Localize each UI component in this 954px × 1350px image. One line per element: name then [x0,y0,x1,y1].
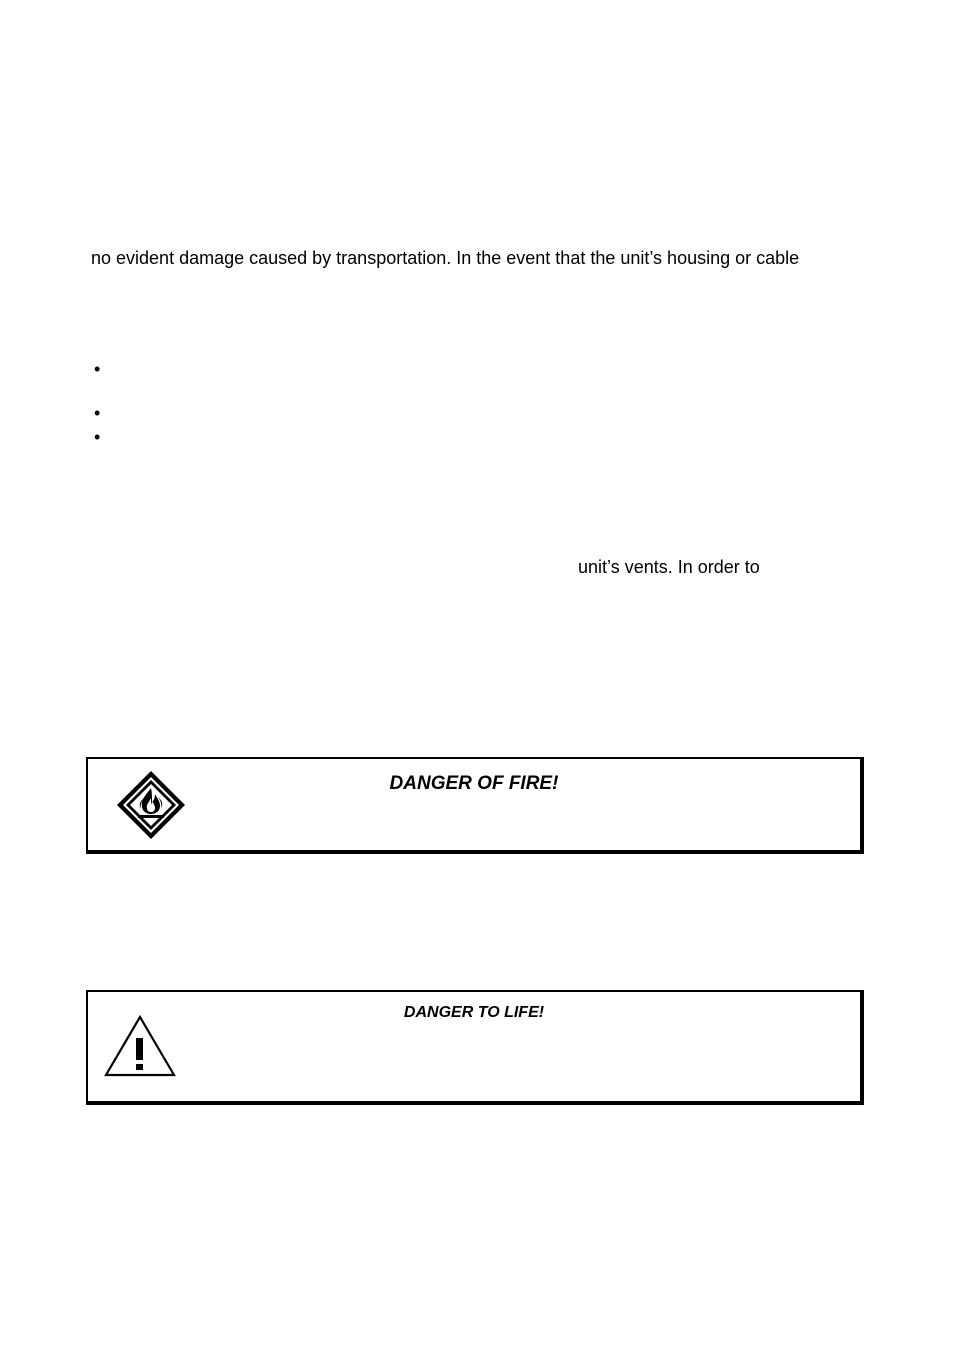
life-warning-title: DANGER TO LIFE! [403,1004,545,1021]
life-warning-box [86,990,864,1105]
body-text-vents: unit’s vents. In order to [578,557,760,577]
fire-warning-title: DANGER OF FIRE! [389,773,559,794]
body-text-transport: no evident damage caused by transportation. In the event that the unit’s housing or cable [91,248,800,268]
bullet-2: • [94,403,101,423]
bullet-3: • [94,427,101,447]
warning-triangle-icon [104,1014,176,1078]
bullet-1: • [94,359,101,379]
fire-warning-box [86,757,864,854]
